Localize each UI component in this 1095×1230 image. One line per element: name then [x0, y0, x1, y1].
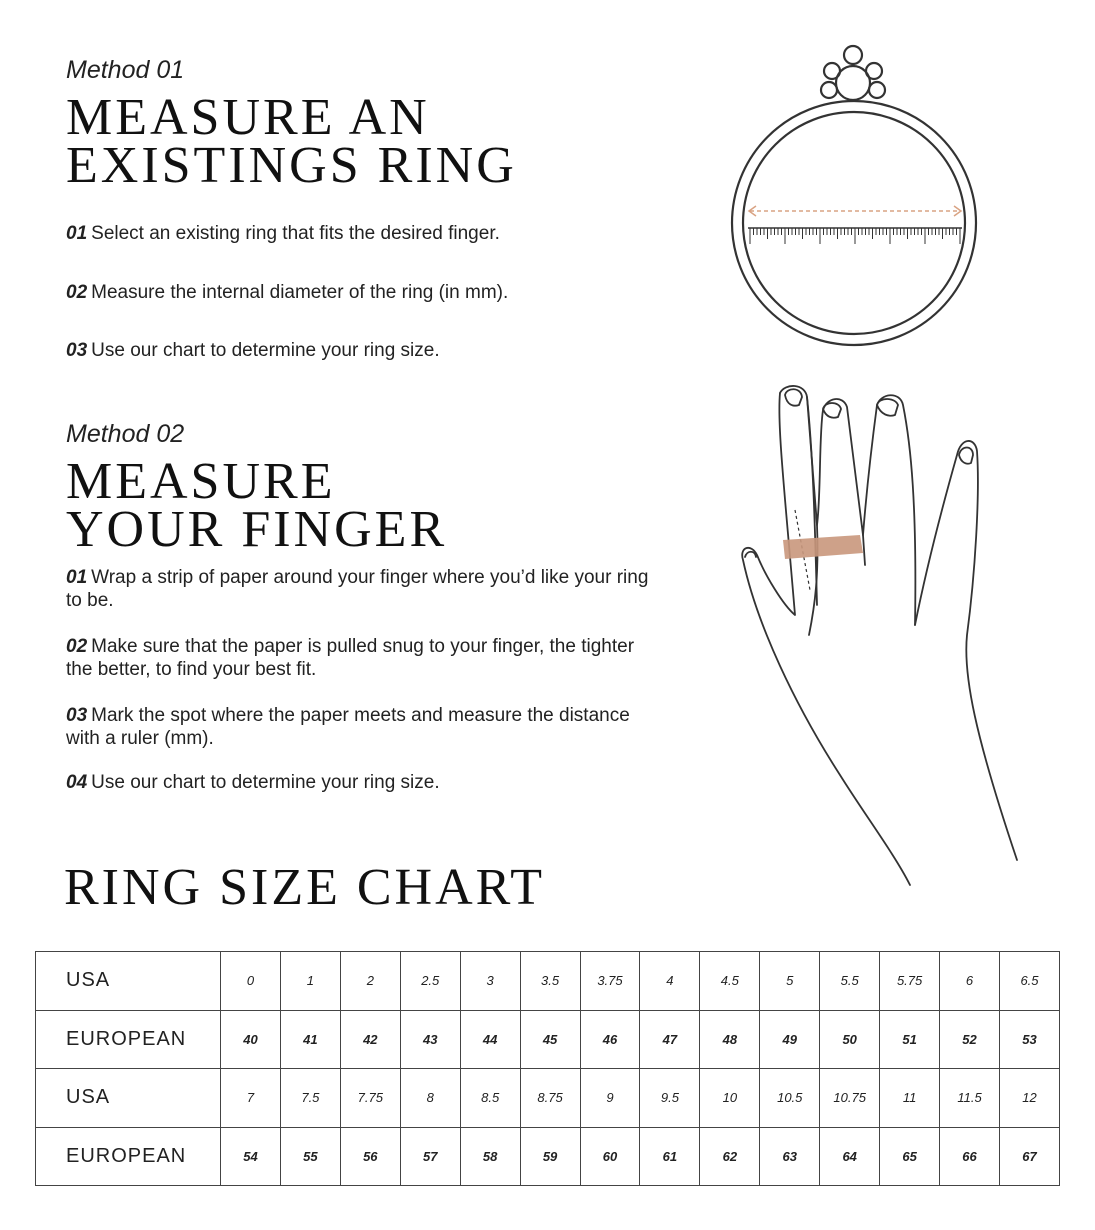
size-cell: 11.5 — [940, 1069, 1000, 1128]
method-01-step-2 — [66, 281, 651, 304]
table-row — [36, 1010, 1060, 1069]
table-row — [36, 1069, 1060, 1128]
size-cell: 59 — [520, 1127, 580, 1186]
size-cell: 41 — [280, 1010, 340, 1069]
size-cell: 9.5 — [640, 1069, 700, 1128]
size-cell: 42 — [340, 1010, 400, 1069]
size-cell: 57 — [400, 1127, 460, 1186]
size-cell: 7 — [221, 1069, 281, 1128]
size-cell: 5.75 — [880, 952, 940, 1011]
method-02-step-2 — [66, 635, 651, 681]
size-cell: 50 — [820, 1010, 880, 1069]
table-row — [36, 952, 1060, 1011]
size-cell: 4 — [640, 952, 700, 1011]
size-cell: 63 — [760, 1127, 820, 1186]
size-cell: 61 — [640, 1127, 700, 1186]
size-cell: 11 — [880, 1069, 940, 1128]
size-cell: 5.5 — [820, 952, 880, 1011]
method-01-label: Method 01 — [66, 56, 185, 84]
row-header: EUROPEAN — [36, 1127, 221, 1186]
method-02-step-3 — [66, 704, 651, 750]
step-number: 02 — [66, 282, 88, 303]
size-cell: 47 — [640, 1010, 700, 1069]
size-cell: 65 — [880, 1127, 940, 1186]
method-01-heading-line2: EXISTINGS RING — [66, 137, 517, 194]
step-text: Make sure that the paper is pulled snug to your finger, the tighter the better, to find your best fit. — [66, 636, 635, 680]
size-cell: 12 — [999, 1069, 1059, 1128]
size-cell: 1 — [280, 952, 340, 1011]
hand-with-paper-strip-icon — [735, 375, 1035, 895]
method-02-step-4 — [66, 771, 651, 794]
size-cell: 45 — [520, 1010, 580, 1069]
method-02-heading-line1: MEASURE — [66, 453, 336, 510]
step-number: 03 — [66, 340, 88, 361]
size-cell: 48 — [700, 1010, 760, 1069]
size-cell: 55 — [280, 1127, 340, 1186]
size-cell: 62 — [700, 1127, 760, 1186]
size-cell: 6.5 — [999, 952, 1059, 1011]
size-cell: 46 — [580, 1010, 640, 1069]
size-cell: 6 — [940, 952, 1000, 1011]
size-cell: 4.5 — [700, 952, 760, 1011]
size-cell: 7.75 — [340, 1069, 400, 1128]
size-cell: 8.75 — [520, 1069, 580, 1128]
row-header: USA — [36, 1069, 221, 1128]
size-cell: 0 — [221, 952, 281, 1011]
size-cell: 66 — [940, 1127, 1000, 1186]
method-01-step-3 — [66, 339, 651, 362]
size-cell: 44 — [460, 1010, 520, 1069]
size-cell: 51 — [880, 1010, 940, 1069]
size-cell: 9 — [580, 1069, 640, 1128]
size-cell: 56 — [340, 1127, 400, 1186]
size-cell: 43 — [400, 1010, 460, 1069]
step-text: Mark the spot where the paper meets and measure the distance with a ruler (mm). — [66, 705, 630, 749]
size-cell: 3 — [460, 952, 520, 1011]
table-row — [36, 1127, 1060, 1186]
method-01-heading-line1: MEASURE AN — [66, 89, 430, 146]
size-cell: 40 — [221, 1010, 281, 1069]
size-cell: 3.75 — [580, 952, 640, 1011]
size-cell: 10 — [700, 1069, 760, 1128]
ring-with-ruler-icon — [720, 40, 1020, 350]
row-header: EUROPEAN — [36, 1010, 221, 1069]
size-cell: 2 — [340, 952, 400, 1011]
size-cell: 67 — [999, 1127, 1059, 1186]
size-cell: 53 — [999, 1010, 1059, 1069]
step-number: 01 — [66, 223, 88, 244]
size-cell: 8.5 — [460, 1069, 520, 1128]
method-02-label: Method 02 — [66, 420, 185, 448]
size-cell: 52 — [940, 1010, 1000, 1069]
size-cell: 64 — [820, 1127, 880, 1186]
size-cell: 54 — [221, 1127, 281, 1186]
step-number: 03 — [66, 705, 88, 726]
step-number: 02 — [66, 636, 88, 657]
ring-size-table — [35, 951, 1060, 1186]
size-cell: 2.5 — [400, 952, 460, 1011]
step-number: 01 — [66, 567, 88, 588]
step-text: Wrap a strip of paper around your finger where you’d like your ring to be. — [66, 567, 649, 611]
ring-size-chart-title: RING SIZE CHART — [64, 859, 545, 916]
size-cell: 10.75 — [820, 1069, 880, 1128]
step-text: Use our chart to determine your ring size. — [91, 772, 440, 793]
step-text: Use our chart to determine your ring size. — [91, 340, 440, 361]
method-02-heading — [66, 453, 448, 558]
method-02-heading-line2: YOUR FINGER — [66, 501, 448, 558]
step-text: Measure the internal diameter of the ring (in mm). — [91, 282, 509, 303]
size-cell: 3.5 — [520, 952, 580, 1011]
method-01-heading — [66, 89, 517, 194]
method-02-step-1 — [66, 566, 651, 612]
method-01-step-1 — [66, 222, 651, 245]
size-cell: 49 — [760, 1010, 820, 1069]
size-cell: 58 — [460, 1127, 520, 1186]
size-cell: 7.5 — [280, 1069, 340, 1128]
size-cell: 8 — [400, 1069, 460, 1128]
step-text: Select an existing ring that fits the desired finger. — [91, 223, 500, 244]
size-cell: 60 — [580, 1127, 640, 1186]
size-cell: 5 — [760, 952, 820, 1011]
size-cell: 10.5 — [760, 1069, 820, 1128]
step-number: 04 — [66, 772, 88, 793]
row-header: USA — [36, 952, 221, 1011]
